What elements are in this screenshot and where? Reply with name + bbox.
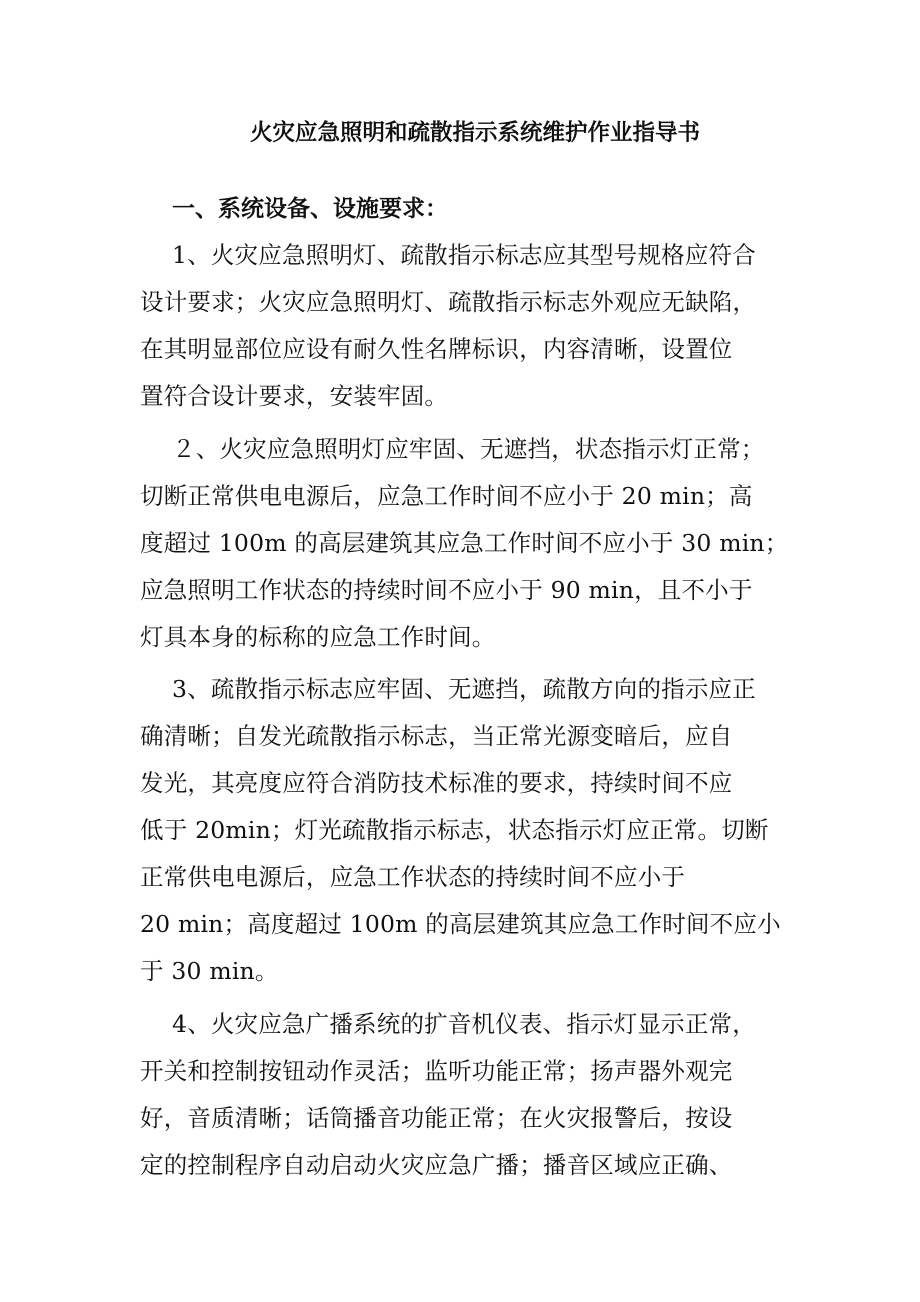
body-line: 定的控制程序自动启动火灾应急广播；播音区域应正确、: [140, 1151, 733, 1179]
body-line: 置符合设计要求，安装牢固。: [140, 382, 449, 410]
body-line: 应急照明工作状态的持续时间不应小于 90 min，且不小于: [140, 576, 753, 604]
body-line: ２、火灾应急照明灯应牢固、无遮挡，状态指示灯正常；: [172, 435, 765, 463]
body-line: 20 min；高度超过 100m 的高层建筑其应急工作时间不应小: [140, 910, 781, 938]
body-line: 发光，其亮度应符合消防技术标准的要求，持续时间不应: [140, 769, 733, 797]
document-title: 火灾应急照明和疏散指示系统维护作业指导书: [250, 120, 701, 146]
body-line: 正常供电电源后，应急工作状态的持续时间不应小于: [140, 863, 686, 891]
body-line: 设计要求；火灾应急照明灯、疏散指示标志外观应无缺陷，: [140, 288, 757, 316]
body-line: 好，音质清晰；话筒播音功能正常；在火灾报警后，按设: [140, 1104, 733, 1132]
body-line: 4、火灾应急广播系统的扩音机仪表、指示灯显示正常，: [172, 1010, 756, 1038]
body-line: 开关和控制按钮动作灵活；监听功能正常；扬声器外观完: [140, 1057, 733, 1085]
body-line: 低于 20min；灯光疏散指示标志，状态指示灯应正常。切断: [140, 816, 769, 844]
body-line: 3、疏散指示标志应牢固、无遮挡，疏散方向的指示应正: [172, 675, 756, 703]
body-line: 灯具本身的标称的应急工作时间。: [140, 623, 496, 651]
body-line: 在其明显部位应设有耐久性名牌标识，内容清晰，设置位: [140, 335, 733, 363]
body-line: 确清晰；自发光疏散指示标志，当正常光源变暗后，应自: [140, 722, 733, 750]
body-line: 切断正常供电电源后，应急工作时间不应小于 20 min；高: [140, 482, 753, 510]
section-heading: 一、系统设备、设施要求：: [172, 196, 448, 222]
body-line: 1、火灾应急照明灯、疏散指示标志应其型号规格应符合: [172, 241, 756, 269]
body-line: 于 30 min。: [140, 957, 279, 985]
body-line: 度超过 100m 的高层建筑其应急工作时间不应小于 30 min；: [140, 529, 789, 557]
